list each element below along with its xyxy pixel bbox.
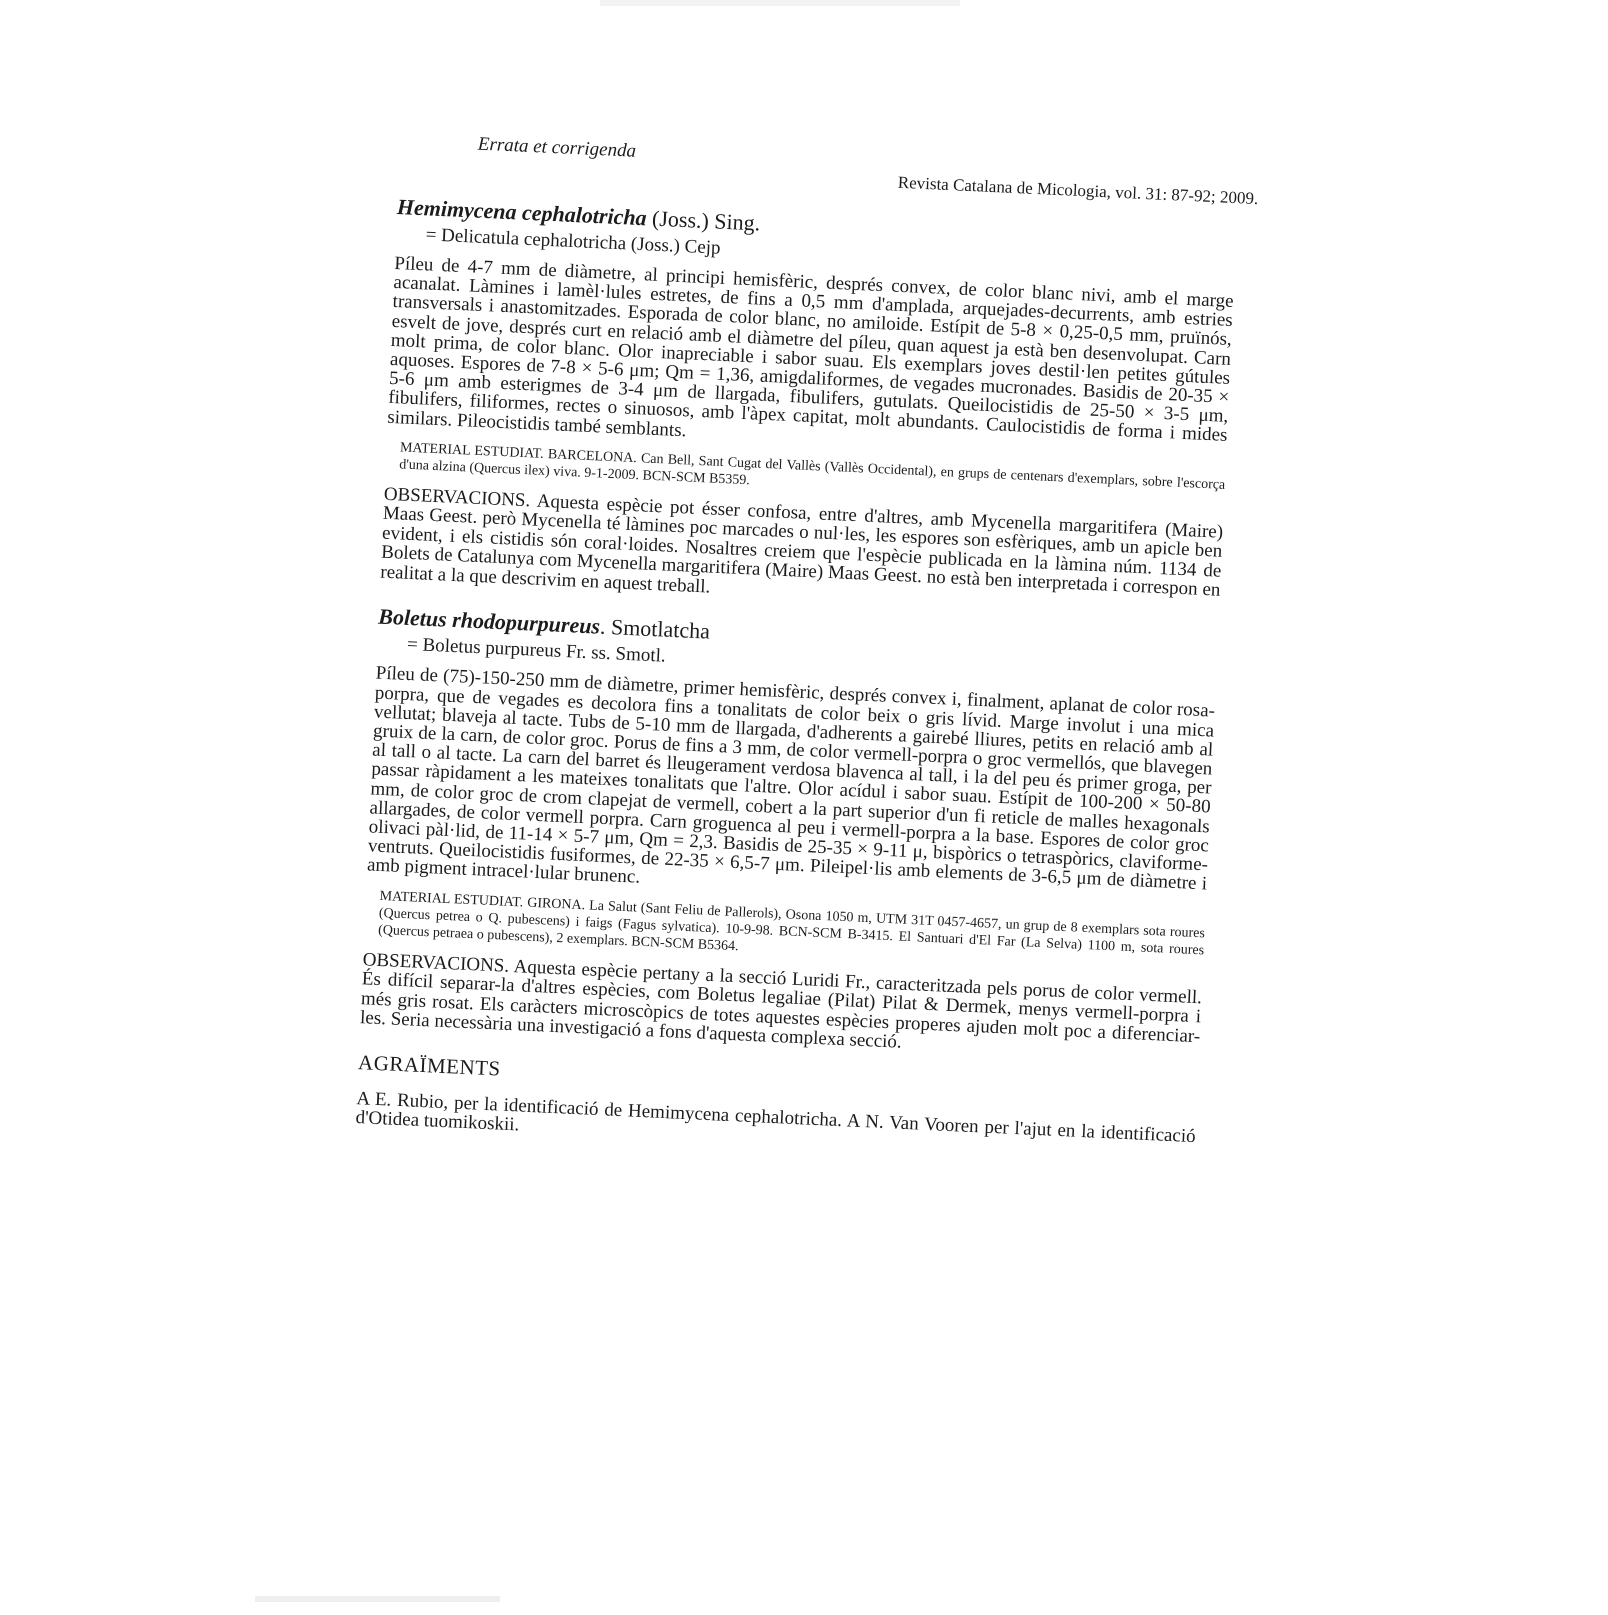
scan-artifact-top xyxy=(600,0,960,6)
species-author: . Smotlatcha xyxy=(599,613,711,644)
species-synonym: = Delicatula cephalotricha (Joss.) Cejp xyxy=(425,224,721,259)
species-name: Hemimycena cephalotricha xyxy=(396,194,648,231)
material-studied: MATERIAL ESTUDIAT. GIRONA. La Salut (Sant Feliu de Pallerols), Osona 1050 m, UTM 31T 0457-4657, un grup de 8 exemplars sota roures (Quercus petrea o Q. pubescens) i faigs (Fagus sylvatica). 10-9-98. BCN-SCM B-3415. El Santuari d'El Far (La Selva) 1100 m, sota roures (Quercus petraea o pubescens), 2 exemplars. BCN-SCM B5364. xyxy=(377,888,1206,958)
acknowledgements-text: A E. Rubio, per la identificació de Hemimycena cephalotricha. A N. Van Vooren per l'ajut en la identificació d'Otidea tuomikoskii. xyxy=(355,1087,1197,1147)
article-body xyxy=(354,194,1237,1188)
scan-artifact-bottom xyxy=(255,1596,500,1602)
section-heading: AGRAÏMENTS xyxy=(357,1049,502,1081)
observations: OBSERVACIONS. Aquesta espècie pertany a la secció Luridi Fr., caracteritzada pels porus de color vermell. És difícil separar-la d'altres espècies, com Boletus legaliae (Pilat) Pilat & Dermek, menys vermell-porpra i més gris rosat. Els caràcters microscòpics de totes aquestes espècies properes ajuden molt poc a diferenciar-les. Seria necessària una investigació a fons d'aquesta complexa secció. xyxy=(359,948,1203,1053)
observations: OBSERVACIONS. Aquesta espècie pot ésser confosa, entre d'altres, amb Mycenella margaritifera (Maire) Maas Geest. però Mycenella té làmines poc marcades o nul·les, les espores son esfèriques, amb un apicle ben evident, i els cistidis són coral·loides. Nosaltres creiem que l'espècie publicada en la làmina núm. 1134 de Bolets de Catalunya com Mycenella margaritifera (Maire) Maas Geest. no està ben interpretada i correspon en realitat a la que descrivim en aquest treball. xyxy=(379,483,1224,602)
header-right: Revista Catalana de Micologia, vol. 31: 87-92; 2009. xyxy=(897,172,1259,209)
header-left: Errata et corrigenda xyxy=(477,133,637,162)
material-studied: MATERIAL ESTUDIAT. BARCELONA. Can Bell, Sant Cugat del Vallès (Vallès Occidental), en grups de centenars d'exemplars, sobre l'escorça d'una alzina (Quercus ilex) viva. 9-1-2009. BCN-SCM B5359. xyxy=(398,440,1226,493)
species-author: (Joss.) Sing. xyxy=(651,205,761,236)
species-synonym: = Boletus purpureus Fr. ss. Smotl. xyxy=(406,634,667,667)
species-description: Píleu de 4-7 mm de diàmetre, al principi hemisfèric, després convex, de color blanc nivi, amb el marge acanalat. Làmines i lamèl·lules estretes, de fins a 0,5 mm d'amplada, arquejades-decurrents, amb estries transversals i anastomitzades. Esporada de color blanc, no amiloide. Estípit de 5-8 × 0,25-0,5 mm, pruïnós, esvelt de jove, després curt en relació amb el diàmetre del píleu, quan aquest ja està ben desenvolupat. Carn molt prima, de color blanc. Olor inapreciable i sabor suau. Els exemplars joves destil·len petites gútules aquoses. Espores de 7-8 × 5-6 μm; Qm = 1,36, amigdaliformes, de vegades mucronades. Basidis de 20-35 × 5-6 μm amb esterigmes de 3-4 μm de llargada, fibulifers, gutulats. Queilocistidis de 25-50 × 3-5 μm, fibulifers, filiformes, rectes o sinuosos, amb l'àpex capitat, molt abundants. Caulocistidis de forma i mides similars. Pileocistidis també semblants. xyxy=(386,252,1235,447)
document-sheet xyxy=(300,120,1260,1499)
species-name: Boletus rhodopurpureus xyxy=(377,603,601,639)
species-description: Píleu de (75)-150-250 mm de diàmetre, primer hemisfèric, després convex i, finalment, aplanat de color rosa-porpra, que de vegades es decolora fins a tonalitats de color beix o gris lívid. Marge involut i una mica vellutat; blaveja al tacte. Tubs de 5-10 mm de llargada, d'adherents a gairebé lliures, petits en relació amb al gruix de la carn, de color groc. Porus de fins a 3 mm, de color vermell-porpra o groc vermellós, que blavegen al tall o al tacte. La carn del barret és lleugerament verdosa blavenca al tall, i la del peu és primer groga, per passar ràpidament a les mateixes tonalitats que l'altre. Olor acídul i sabor suau. Estípit de 100-200 × 50-80 mm, de color groc de crom clapejat de vermell, cobert a la part superior d'un fi reticle de malles hexagonals allargades, de color vermell porpra. Carn groguenca al peu i vermell-porpra a la base. Espores de color groc olivaci pàl·lid, de 11-14 × 5-7 μm, Qm = 2,3. Basidis de 25-35 × 9-11 μ, bispòrics o tetraspòrics, claviforme-ventruts. Queilocistidis fusiformes, de 22-35 × 6,5-7 μm. Pileipel·lis amb elements de 3-6,5 μm de diàmetre i amb pigment intracel·lular brunenc. xyxy=(366,662,1216,895)
